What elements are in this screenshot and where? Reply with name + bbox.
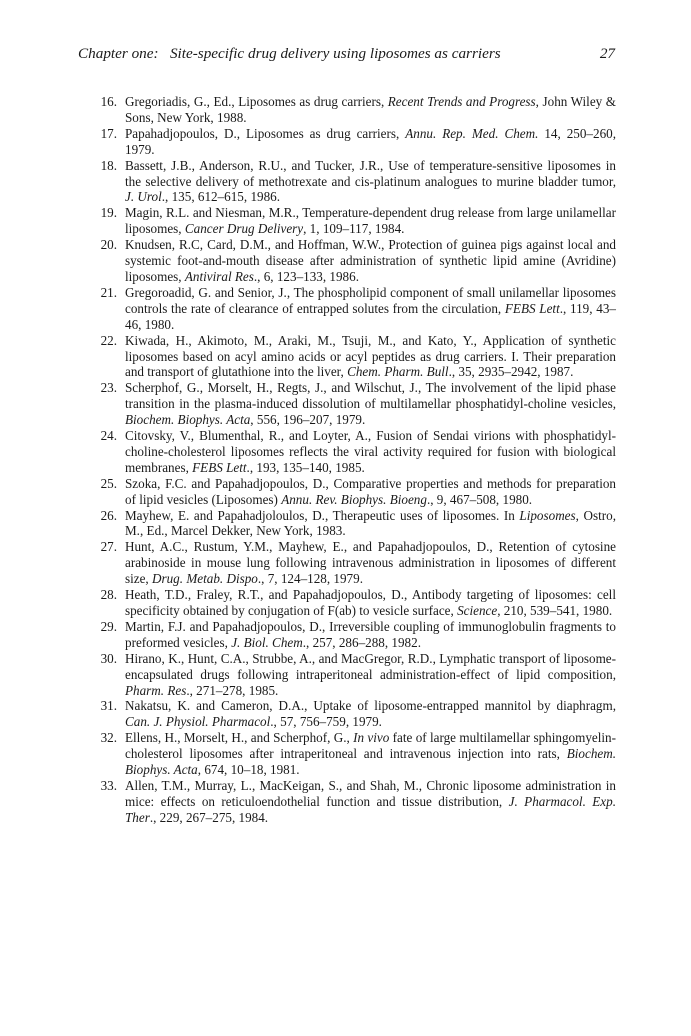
reference-segment: ., 193, 135–140, 1985. (246, 459, 365, 475)
reference-segment: Heath, T.D., Fraley, R.T., and Papahadjopoulos, D., Antibody targeting of liposomes: cell specificity obtained by conjugation of F(ab) to vesicle surface, (125, 587, 616, 618)
reference-italic-segment: Cancer Drug Delivery (184, 221, 304, 237)
reference-number: 28. (100, 587, 117, 603)
reference-number: 16. (100, 94, 117, 109)
reference-italic-segment: Drug. Metab. Dispo (152, 571, 258, 587)
reference-italic-segment: FEBS Lett (192, 459, 247, 475)
reference-italic-segment: Annu. Rep. Med. Chem. (405, 125, 539, 141)
reference-item (91, 380, 616, 428)
reference-segment: , 1, 109–117, 1984. (303, 221, 405, 237)
reference-item (91, 476, 616, 508)
reference-text (125, 619, 616, 651)
reference-italic-segment: Annu. Rev. Biophys. Bioeng (281, 491, 427, 507)
reference-segment: ., 271–278, 1985. (186, 682, 279, 698)
reference-text (125, 237, 616, 285)
reference-segment: Mayhew, E. and Papahadjoloulos, D., Therapeutic uses of liposomes. In (125, 507, 520, 523)
reference-segment: ., 229, 267–275, 1984. (149, 809, 269, 825)
reference-item (91, 205, 616, 237)
reference-italic-segment: Antiviral Res (184, 268, 254, 284)
reference-number: 21. (100, 284, 117, 300)
reference-segment: , Ostro, M., Ed., Marcel Dekker, New York, 1983. (125, 507, 616, 539)
reference-item (91, 698, 616, 730)
reference-segment: Hirano, K., Hunt, C.A., Strubbe, A., and MacGregor, R.D., Lymphatic transport of liposome-encapsulated drugs following intraperitoneal administration-effect of lipid composition, (125, 650, 616, 682)
reference-segment: ., 119, 43–46, 1980. (125, 300, 616, 332)
reference-text (125, 126, 616, 158)
reference-italic-segment: Biochem. Biophys. Acta (125, 412, 251, 428)
reference-number: 17. (100, 125, 117, 141)
reference-segment: ., 35, 2935–2942, 1987. (448, 364, 574, 380)
reference-text (125, 380, 616, 428)
reference-segment: ., 9, 467–508, 1980. (426, 491, 533, 507)
reference-number: 25. (100, 475, 117, 491)
reference-text (125, 205, 616, 237)
reference-segment: , 210, 539–541, 1980. (497, 603, 613, 618)
reference-segment: Magin, R.L. and Niesman, M.R., Temperature-dependent drug release from large unilamellar liposomes, (125, 205, 616, 237)
reference-number: 20. (100, 237, 117, 253)
reference-text (125, 778, 616, 826)
reference-number: 31. (100, 698, 117, 714)
reference-number: 26. (100, 507, 117, 523)
reference-list (91, 94, 616, 826)
reference-italic-segment: J. Pharmacol. Exp. Ther (125, 793, 616, 825)
reference-segment: Martin, F.J. and Papahadjopoulos, D., Irreversible coupling of immunoglobulin fragments to preformed vesicles, (125, 618, 616, 650)
reference-segment: ., 7, 124–128, 1979. (257, 571, 363, 587)
reference-italic-segment: Recent Trends and Progress (387, 94, 536, 109)
reference-segment: fate of large multilamellar sphingomyelin-cholesterol liposomes after intraperitoneal and intravenous injection into rats, (125, 730, 616, 762)
reference-segment: , 556, 196–207, 1979. (250, 412, 366, 428)
reference-item (91, 237, 616, 285)
reference-item (91, 508, 616, 540)
reference-item (91, 158, 616, 206)
reference-segment: Papahadjopoulos, D., Liposomes as drug carriers, (125, 125, 406, 141)
reference-segment: Gregoroadid, G. and Senior, J., The phospholipid component of small unilamellar liposomes controls the rate of clearance of entrapped solutes from the circulation, (125, 284, 616, 316)
reference-item (91, 539, 616, 587)
reference-number: 33. (100, 777, 117, 793)
reference-segment: ., 135, 612–615, 1986. (161, 189, 281, 205)
reference-italic-segment: J. Biol. Chem (231, 634, 303, 650)
reference-text (125, 158, 616, 206)
reference-text (125, 730, 616, 778)
reference-segment: , John Wiley & Sons, New York, 1988. (125, 94, 616, 125)
reference-italic-segment: Pharm. Res (125, 682, 187, 698)
reference-number: 32. (100, 730, 117, 746)
chapter-title: Chapter one: Site-specific drug delivery using liposomes as carriers (78, 45, 501, 62)
reference-segment: Kiwada, H., Akimoto, M., Araki, M., Tsuji, M., and Kato, Y., Application of synthetic liposomes based on acyl amino acids or acyl peptides as drug carriers. I. Their preparation and transport of glutathione into the liver, (125, 332, 616, 380)
reference-item (91, 333, 616, 381)
reference-item (91, 285, 616, 333)
reference-number: 24. (100, 428, 117, 444)
reference-item (91, 619, 616, 651)
reference-segment: 14, 250–260, 1979. (125, 125, 616, 157)
reference-text (125, 285, 616, 333)
reference-segment: Allen, T.M., Murray, L., MacKeigan, S., and Shah, M., Chronic liposome administration in mice: effects on reticuloendothelial function and tissue distribution, (125, 777, 616, 809)
reference-item (91, 587, 616, 619)
reference-item (91, 428, 616, 476)
page-number: 27 (599, 45, 615, 62)
reference-italic-segment: Liposomes (519, 507, 576, 523)
reference-italic-segment: Can. J. Physiol. Pharmacol (125, 714, 271, 730)
reference-italic-segment: Chem. Pharm. Bull (347, 364, 449, 380)
reference-number: 23. (100, 380, 117, 396)
reference-italic-segment: Science (457, 603, 498, 618)
reference-item (91, 651, 616, 699)
reference-number: 18. (100, 157, 117, 173)
reference-segment: Citovsky, V., Blumenthal, R., and Loyter, A., Fusion of Sendai virions with phosphatidyl-choline-cholesterol liposomes reflects the viral activity required for fusion with biological membranes, (125, 428, 616, 475)
reference-text (125, 698, 616, 730)
reference-text (125, 476, 616, 508)
reference-item (91, 730, 616, 778)
reference-number: 27. (100, 539, 117, 555)
reference-segment: Scherphof, G., Morselt, H., Regts, J., and Wilschut, J., The involvement of the lipid phase transition in the plasma-induced dissolution of multilamellar phosphatidyl-choline vesicles, (125, 380, 616, 412)
reference-segment: Gregoriadis, G., Ed., Liposomes as drug carriers, (125, 94, 388, 109)
reference-number: 30. (100, 650, 117, 666)
reference-italic-segment: Biochem. Biophys. Acta (125, 746, 616, 778)
reference-italic-segment: FEBS Lett (504, 300, 560, 316)
reference-segment: ., 57, 756–759, 1979. (270, 714, 382, 730)
reference-text (125, 94, 616, 126)
reference-item (91, 94, 616, 126)
reference-number: 22. (100, 332, 117, 348)
reference-segment: , 674, 10–18, 1981. (197, 762, 300, 778)
reference-number: 19. (100, 205, 117, 221)
reference-number: 29. (100, 618, 117, 634)
reference-segment: Ellens, H., Morselt, H., and Scherphof, G., (125, 730, 354, 746)
reference-text (125, 333, 616, 381)
reference-item (91, 778, 616, 826)
reference-segment: ., 6, 123–133, 1986. (253, 268, 359, 284)
reference-segment: Knudsen, R.C, Card, D.M., and Hoffman, W.W., Protection of guinea pigs against local and systemic foot-and-mouth disease after administration of synthetic lipid amine (Avridine) liposomes, (125, 237, 616, 284)
reference-italic-segment: J. Urol (125, 189, 162, 205)
reference-segment: Nakatsu, K. and Cameron, D.A., Uptake of liposome-entrapped mannitol by diaphragm, (125, 698, 616, 714)
reference-italic-segment: In vivo (353, 730, 390, 746)
reference-text (125, 587, 616, 619)
reference-text (125, 428, 616, 476)
running-header (78, 45, 615, 63)
reference-segment: ., 257, 286–288, 1982. (302, 634, 421, 650)
reference-text (125, 651, 616, 699)
reference-segment: Szoka, F.C. and Papahadjopoulos, D., Comparative properties and methods for preparation of lipid vesicles (Liposomes) (125, 475, 616, 507)
reference-text (125, 508, 616, 540)
reference-text (125, 539, 616, 587)
reference-item (91, 126, 616, 158)
reference-segment: Bassett, J.B., Anderson, R.U., and Tucker, J.R., Use of temperature-sensitive liposomes in the selective delivery of methotrexate and cis-platinum analogues to murine bladder tumor, (125, 157, 616, 189)
reference-segment: Hunt, A.C., Rustum, Y.M., Mayhew, E., and Papahadjopoulos, D., Retention of cytosine arabinoside in mouse lung following intravenous administration in liposomes of different size, (125, 539, 616, 587)
